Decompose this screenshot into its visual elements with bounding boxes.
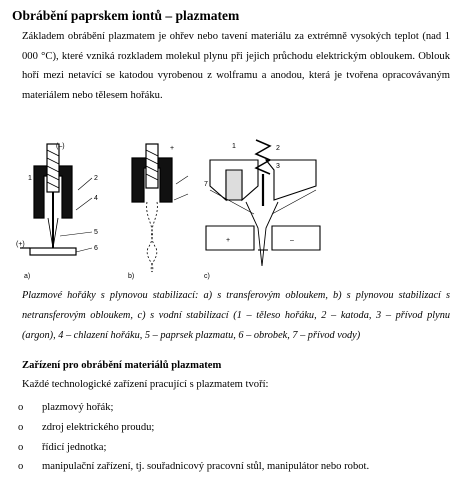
torch-diagram-b <box>132 144 188 272</box>
label-a-1: 1 <box>28 175 32 182</box>
label-a-polarity-plus: (+) <box>16 241 25 248</box>
label-a-4: 4 <box>94 195 98 202</box>
label-c-7: 7 <box>204 181 208 188</box>
intro-paragraph: Základem obrábění plazmatem je ohřev nebo tavení materiálu za extrémně vysokých teplot (nad 1 000 °C), které vzniká rozkladem molekul plynu při jejich průchodu elektrickým obloukem. Oblouk hoří mezi netavící se katodou vyrobenou z wolframu a anodou, která je tvořena opracovávaným materiálem nebo tělesem hořáku. <box>22 31 450 101</box>
list-intro: Každé technologické zařízení pracující s plazmatem tvoří: <box>22 379 269 390</box>
section-title: Zařízení pro obrábění materiálů plazmatem <box>22 360 222 371</box>
list-item: o zdroj elektrického proudu; <box>14 418 369 438</box>
label-a-polarity-minus: (–) <box>56 143 65 150</box>
label-c-minus: – <box>290 237 294 244</box>
bullet-icon: o <box>18 402 24 413</box>
torch-diagram-c <box>206 140 320 266</box>
label-c-plus: + <box>226 237 231 244</box>
equipment-list <box>14 398 369 477</box>
bullet-icon: o <box>18 441 24 453</box>
bullet-icon: o <box>18 461 24 473</box>
label-b-plus: + <box>170 145 175 152</box>
label-a-5: 5 <box>94 229 98 236</box>
list-item: o řídicí jednotka; <box>14 438 369 458</box>
list-item: o manipulační zařízení, tj. souřadnicový pracovní stůl, manipulátor nebo robot. <box>14 457 369 477</box>
page-title: Obrábění paprskem iontů – plazmatem <box>12 8 240 23</box>
panel-label-a: a) <box>24 273 31 280</box>
torch-diagram-a <box>20 144 92 255</box>
bullet-icon: o <box>18 421 24 433</box>
label-a-2: 2 <box>94 175 98 182</box>
label-c-3: 3 <box>276 163 280 170</box>
label-c-1: 1 <box>232 143 236 150</box>
label-a-6: 6 <box>94 245 98 252</box>
panel-label-c: c) <box>204 273 210 280</box>
plasma-torch-figure <box>16 140 450 285</box>
list-item: o plazmový hořák; <box>14 398 369 418</box>
panel-label-b: b) <box>128 273 135 280</box>
label-c-2: 2 <box>276 145 280 152</box>
figure-caption: Plazmové hořáky s plynovou stabilizací: a) s transferovým obloukem, b) s plynovou stabilizací s netransferovým obloukem, c) s vodní stabilizací (1 – těleso hořáku, 2 – katoda, 3 – přívod plynu (argon), 4 – chlazení hořáku, 5 – paprsek plazmatu, 6 – obrobek, 7 – přívod vody) <box>22 290 450 341</box>
